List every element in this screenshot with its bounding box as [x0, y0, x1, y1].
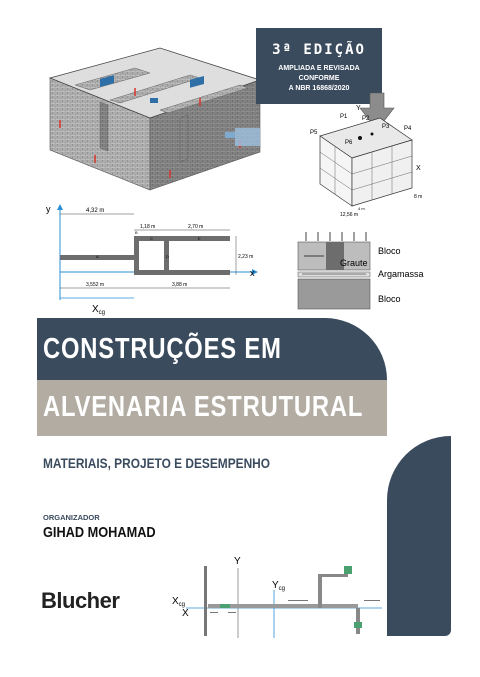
pillar-label-p4: P4 [404, 126, 412, 132]
plan-centroid-label [92, 304, 105, 316]
detail-label-grout: Graute [340, 258, 368, 268]
bottom-xcg-label [172, 596, 185, 608]
wall-d-label: D [166, 254, 169, 259]
wall-b-label: B [135, 230, 138, 235]
detail-label-bottom-block: Bloco [378, 294, 401, 304]
edition-note-line1: AMPLIADA E REVISADA CONFORME [278, 65, 360, 82]
publisher-logo: Blucher [41, 588, 120, 613]
plan-dim-top-left: 4,32 m [86, 208, 105, 214]
plan-dim-right: 2,23 m [238, 254, 254, 260]
isometric-building-illustration [40, 40, 270, 200]
wall-c-label: C [150, 236, 153, 241]
plan-dim-bottom-right: 3,88 m [172, 282, 188, 288]
plan-centroid-x: X [92, 304, 99, 315]
book-title-line2: ALVENARIA ESTRUTURAL [43, 391, 364, 423]
pillar-label-p3: P3 [382, 124, 390, 130]
decorative-side-bar [387, 436, 451, 636]
edition-note-line2: A NBR 16868/2020 [288, 85, 350, 92]
pillar-label-p5: P5 [310, 130, 318, 136]
bottom-y-label: Y [234, 556, 241, 567]
book-title-line1: CONSTRUÇÕES EM [43, 333, 282, 365]
wall-a-label: A [96, 254, 99, 259]
frame-x-axis-label: X [416, 165, 421, 172]
bottom-ycg-sub: cg [278, 586, 286, 592]
bottom-xcg-x: X [172, 596, 179, 607]
frame-y-axis-label: Y [356, 105, 361, 112]
plan-dim-bottom-left: 3,552 m [86, 282, 105, 288]
plan-y-axis-label: y [46, 204, 51, 214]
wall-plan-diagram [40, 200, 270, 320]
bottom-xcg-sub: cg [178, 602, 186, 608]
frame-dim-side: 8 m [414, 194, 423, 200]
block-mortar-detail [296, 232, 436, 312]
pillar-label-p1: P1 [340, 114, 348, 120]
plan-centroid-sub: cg [98, 310, 106, 316]
pillar-label-p6: P6 [345, 140, 353, 146]
plan-x-axis-label: x [250, 268, 255, 278]
plan-dim-top-mid: 1,18 m [140, 224, 156, 230]
edition-title: 3ª EDIÇÃO [272, 42, 366, 58]
book-subtitle: MATERIAIS, PROJETO E DESEMPENHO [43, 455, 271, 471]
plan-dim-top-right: 2,70 m [188, 224, 204, 230]
frame-diagram [300, 88, 430, 223]
wall-e-label: E [198, 236, 201, 241]
bottom-ycg-y: Y [272, 580, 279, 591]
detail-label-top-block: Bloco [378, 246, 401, 256]
frame-dim-bottom: 12,56 m [340, 212, 359, 218]
organizer-label: ORGANIZADOR [43, 513, 100, 522]
bottom-x-label: X [182, 608, 189, 619]
frame-dim-bay: 4 m [358, 206, 365, 211]
detail-label-mortar: Argamassa [378, 269, 424, 279]
bottom-wall-drawing [168, 552, 386, 640]
organizer-name: GIHAD MOHAMAD [43, 524, 156, 541]
pillar-label-p2: P2 [362, 116, 370, 122]
